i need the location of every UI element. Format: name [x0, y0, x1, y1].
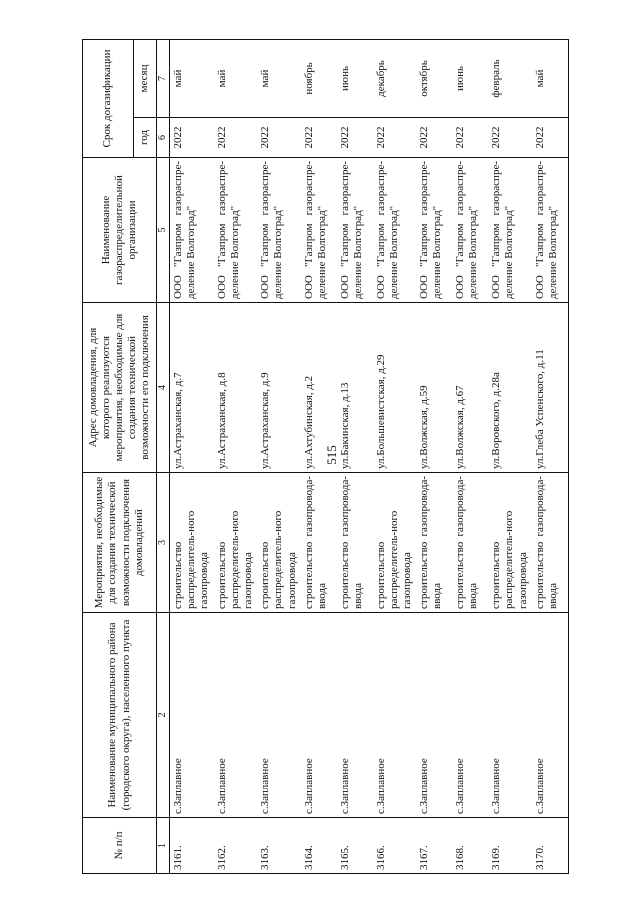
- cell-address: ул.Ахтубинская, д.2: [301, 303, 337, 473]
- cell-month: май: [170, 39, 214, 117]
- header-year: год: [134, 118, 157, 158]
- gasification-table: [82, 39, 569, 874]
- cell-month: ноябрь: [301, 39, 337, 117]
- cell-address: ул.Бакинская, д.13: [337, 303, 373, 473]
- cell-year: 2022: [170, 118, 214, 158]
- cell-measure: строительство распределитель-ного газопровода: [214, 473, 258, 613]
- cell-municipality: с.Заплавное: [337, 613, 373, 818]
- cell-no: 3168.: [452, 818, 488, 874]
- cell-organization: ООО "Газпром газораспре-деление Волгоград": [416, 158, 452, 303]
- cell-municipality: с.Заплавное: [301, 613, 337, 818]
- cell-address: ул.Астраханская, д.7: [170, 303, 214, 473]
- cell-municipality: с.Заплавное: [257, 613, 301, 818]
- cell-municipality: с.Заплавное: [532, 613, 569, 818]
- cell-measure: строительство газопровода-ввода: [301, 473, 337, 613]
- cell-year: 2022: [416, 118, 452, 158]
- table-row: [337, 39, 373, 873]
- cell-municipality: с.Заплавное: [373, 613, 417, 818]
- header-measures: Мероприятия, необходимые для создания технической возможности подключения домовладений: [83, 473, 157, 613]
- cell-month: июнь: [452, 39, 488, 117]
- table-row: [214, 39, 258, 873]
- table-row: [170, 39, 214, 873]
- cell-measure: строительство распределитель-ного газопровода: [257, 473, 301, 613]
- header-term: Срок догазификации: [83, 39, 134, 157]
- cell-year: 2022: [257, 118, 301, 158]
- cell-month: май: [214, 39, 258, 117]
- cell-month: июнь: [337, 39, 373, 117]
- cell-no: 3170.: [532, 818, 569, 874]
- cell-address: ул.Воровского, д.28а: [488, 303, 532, 473]
- column-number: 4: [157, 303, 170, 473]
- cell-year: 2022: [373, 118, 417, 158]
- cell-month: декабрь: [373, 39, 417, 117]
- header-no: № п/п: [83, 818, 157, 874]
- cell-no: 3167.: [416, 818, 452, 874]
- table-row: [301, 39, 337, 873]
- cell-measure: строительство газопровода-ввода: [416, 473, 452, 613]
- cell-measure: строительство газопровода-ввода: [337, 473, 373, 613]
- cell-organization: ООО "Газпром газораспре-деление Волгоград": [337, 158, 373, 303]
- column-number: 6: [157, 118, 170, 158]
- cell-organization: ООО "Газпром газораспре-деление Волгоград": [452, 158, 488, 303]
- cell-year: 2022: [532, 118, 569, 158]
- cell-organization: ООО "Газпром газораспре-деление Волгоград": [301, 158, 337, 303]
- cell-year: 2022: [452, 118, 488, 158]
- cell-address: ул.Астраханская, д.9: [257, 303, 301, 473]
- cell-organization: ООО "Газпром газораспре-деление Волгоград": [214, 158, 258, 303]
- cell-organization: ООО "Газпром газораспре-деление Волгоград": [257, 158, 301, 303]
- cell-organization: ООО "Газпром газораспре-деление Волгоград": [170, 158, 214, 303]
- cell-address: ул.Волжская, д.59: [416, 303, 452, 473]
- table-row: [488, 39, 532, 873]
- table-row: [373, 39, 417, 873]
- cell-address: ул.Волжская, д.67: [452, 303, 488, 473]
- cell-organization: ООО "Газпром газораспре-деление Волгоград": [532, 158, 569, 303]
- cell-measure: строительство распределитель-ного газопровода: [170, 473, 214, 613]
- header-municipality: Наименование муниципального района (городского округа), населенного пункта: [83, 613, 157, 818]
- cell-year: 2022: [301, 118, 337, 158]
- cell-address: ул.Астраханская, д.8: [214, 303, 258, 473]
- cell-organization: ООО "Газпром газораспре-деление Волгоград": [373, 158, 417, 303]
- cell-year: 2022: [214, 118, 258, 158]
- cell-address: ул.Большевистская, д.29: [373, 303, 417, 473]
- cell-no: 3165.: [337, 818, 373, 874]
- cell-no: 3169.: [488, 818, 532, 874]
- cell-year: 2022: [488, 118, 532, 158]
- cell-measure: строительство газопровода-ввода: [532, 473, 569, 613]
- table-row: [452, 39, 488, 873]
- rotated-table-wrapper: [82, 40, 596, 874]
- cell-no: 3166.: [373, 818, 417, 874]
- table-row: [532, 39, 569, 873]
- header-month: месяц: [134, 39, 157, 117]
- column-number: 5: [157, 158, 170, 303]
- column-number: 7: [157, 39, 170, 117]
- cell-year: 2022: [337, 118, 373, 158]
- cell-municipality: с.Заплавное: [416, 613, 452, 818]
- page-number: 515: [324, 445, 339, 465]
- cell-municipality: с.Заплавное: [214, 613, 258, 818]
- cell-municipality: с.Заплавное: [452, 613, 488, 818]
- cell-month: октябрь: [416, 39, 452, 117]
- table-row: [257, 39, 301, 873]
- table-row: [416, 39, 452, 873]
- cell-no: 3162.: [214, 818, 258, 874]
- cell-organization: ООО "Газпром газораспре-деление Волгоград": [488, 158, 532, 303]
- cell-month: май: [257, 39, 301, 117]
- cell-municipality: с.Заплавное: [170, 613, 214, 818]
- column-number: 3: [157, 473, 170, 613]
- cell-month: май: [532, 39, 569, 117]
- column-number: 2: [157, 613, 170, 818]
- cell-no: 3164.: [301, 818, 337, 874]
- header-organization: Наименование газораспределительной организации: [83, 158, 157, 303]
- cell-address: ул.Глеба Успенского, д.11: [532, 303, 569, 473]
- cell-month: февраль: [488, 39, 532, 117]
- header-address: Адрес домовладения, для которого реализуются мероприятия, необходимые для создания технической возможности его подключения: [83, 303, 157, 473]
- cell-no: 3163.: [257, 818, 301, 874]
- cell-measure: строительство распределитель-ного газопровода: [488, 473, 532, 613]
- cell-no: 3161.: [170, 818, 214, 874]
- cell-municipality: с.Заплавное: [488, 613, 532, 818]
- cell-measure: строительство газопровода-ввода: [452, 473, 488, 613]
- column-number: 1: [157, 818, 170, 874]
- cell-measure: строительство распределитель-ного газопровода: [373, 473, 417, 613]
